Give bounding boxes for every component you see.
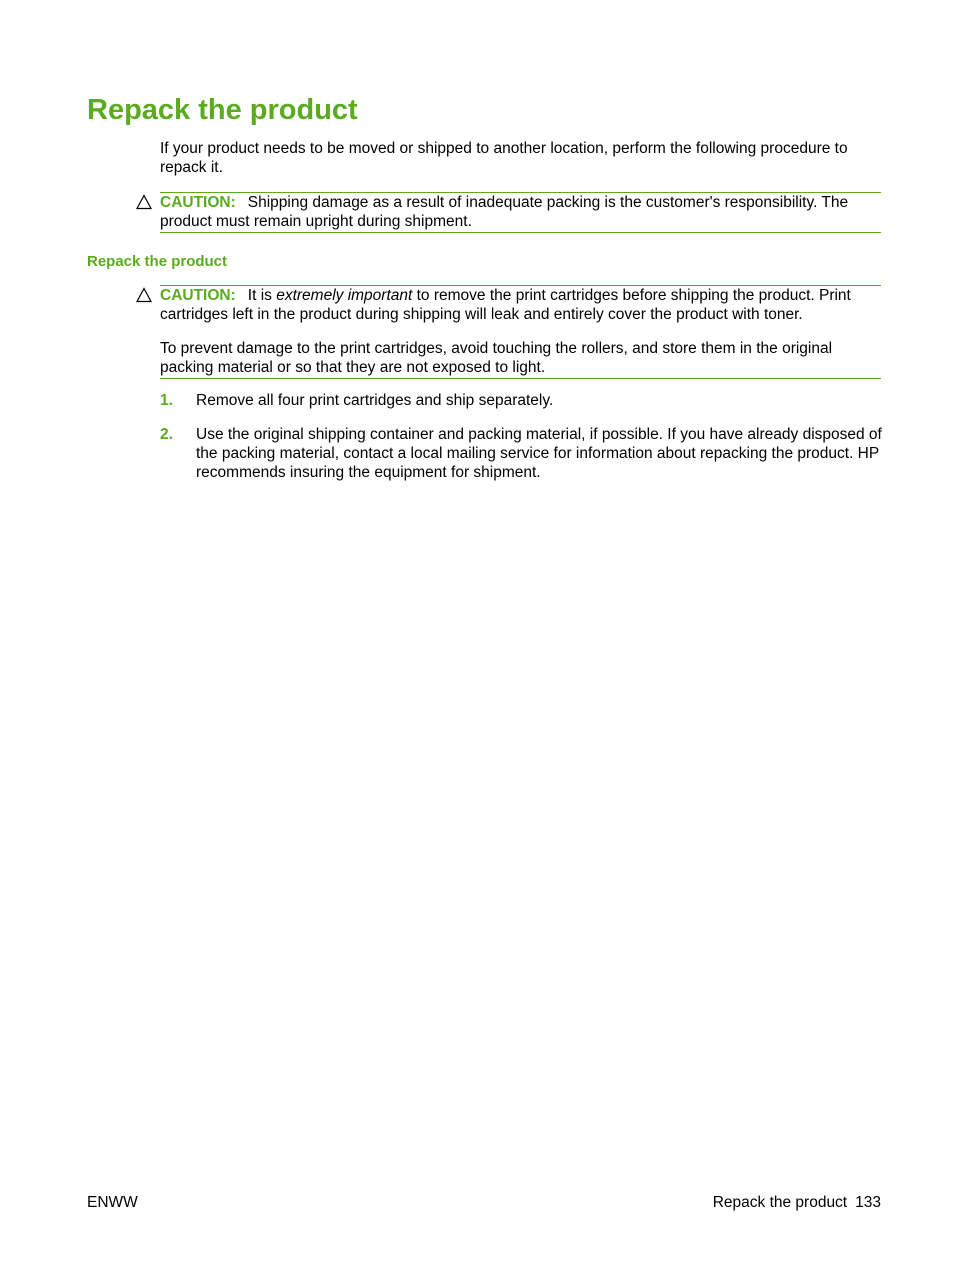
caution-triangle-icon	[136, 287, 152, 303]
caution-emphasis: extremely important	[276, 287, 413, 304]
caution-triangle-icon	[136, 194, 152, 210]
step-number: 1.	[160, 392, 173, 409]
caution-body-start: It is	[247, 287, 277, 304]
caution-note-cartridges	[160, 285, 881, 379]
intro-paragraph: If your product needs to be moved or shipped to another location, perform the following procedure to repack it.	[160, 140, 848, 176]
caution-text	[160, 193, 881, 231]
list-item	[160, 391, 882, 410]
footer-left: ENWW	[87, 1194, 138, 1211]
caution-body: Shipping damage as a result of inadequate packing is the customer's responsibility. The product must remain upright during shipment.	[160, 194, 849, 230]
list-item	[160, 425, 882, 482]
caution-label: CAUTION:	[160, 194, 236, 211]
step-text: Remove all four print cartridges and ship separately.	[196, 392, 554, 409]
caution-body-end: to remove the print cartridges before shipping the product. Print cartridges left in the product during shipping will leak and entirely cover the product with toner.	[160, 287, 851, 323]
caution-paragraph-2: To prevent damage to the print cartridges, avoid touching the rollers, and store them in the original packing material or so that they are not exposed to light.	[160, 340, 833, 376]
procedure-steps	[160, 391, 882, 482]
caution-label: CAUTION:	[160, 287, 236, 304]
caution-text	[160, 286, 881, 324]
section-heading: Repack the product	[87, 253, 228, 270]
footer-section: Repack the product	[712, 1194, 848, 1211]
footer-right	[713, 1193, 881, 1212]
page-title: Repack the product	[87, 94, 358, 126]
page-number: 133	[855, 1194, 881, 1211]
step-text: Use the original shipping container and packing material, if possible. If you have already disposed of the packing material, contact a local mailing service for information about repacking the product. HP recommends insuring the equipment for shipment.	[196, 426, 882, 481]
caution-note-shipping	[160, 192, 881, 233]
step-number: 2.	[160, 426, 173, 443]
